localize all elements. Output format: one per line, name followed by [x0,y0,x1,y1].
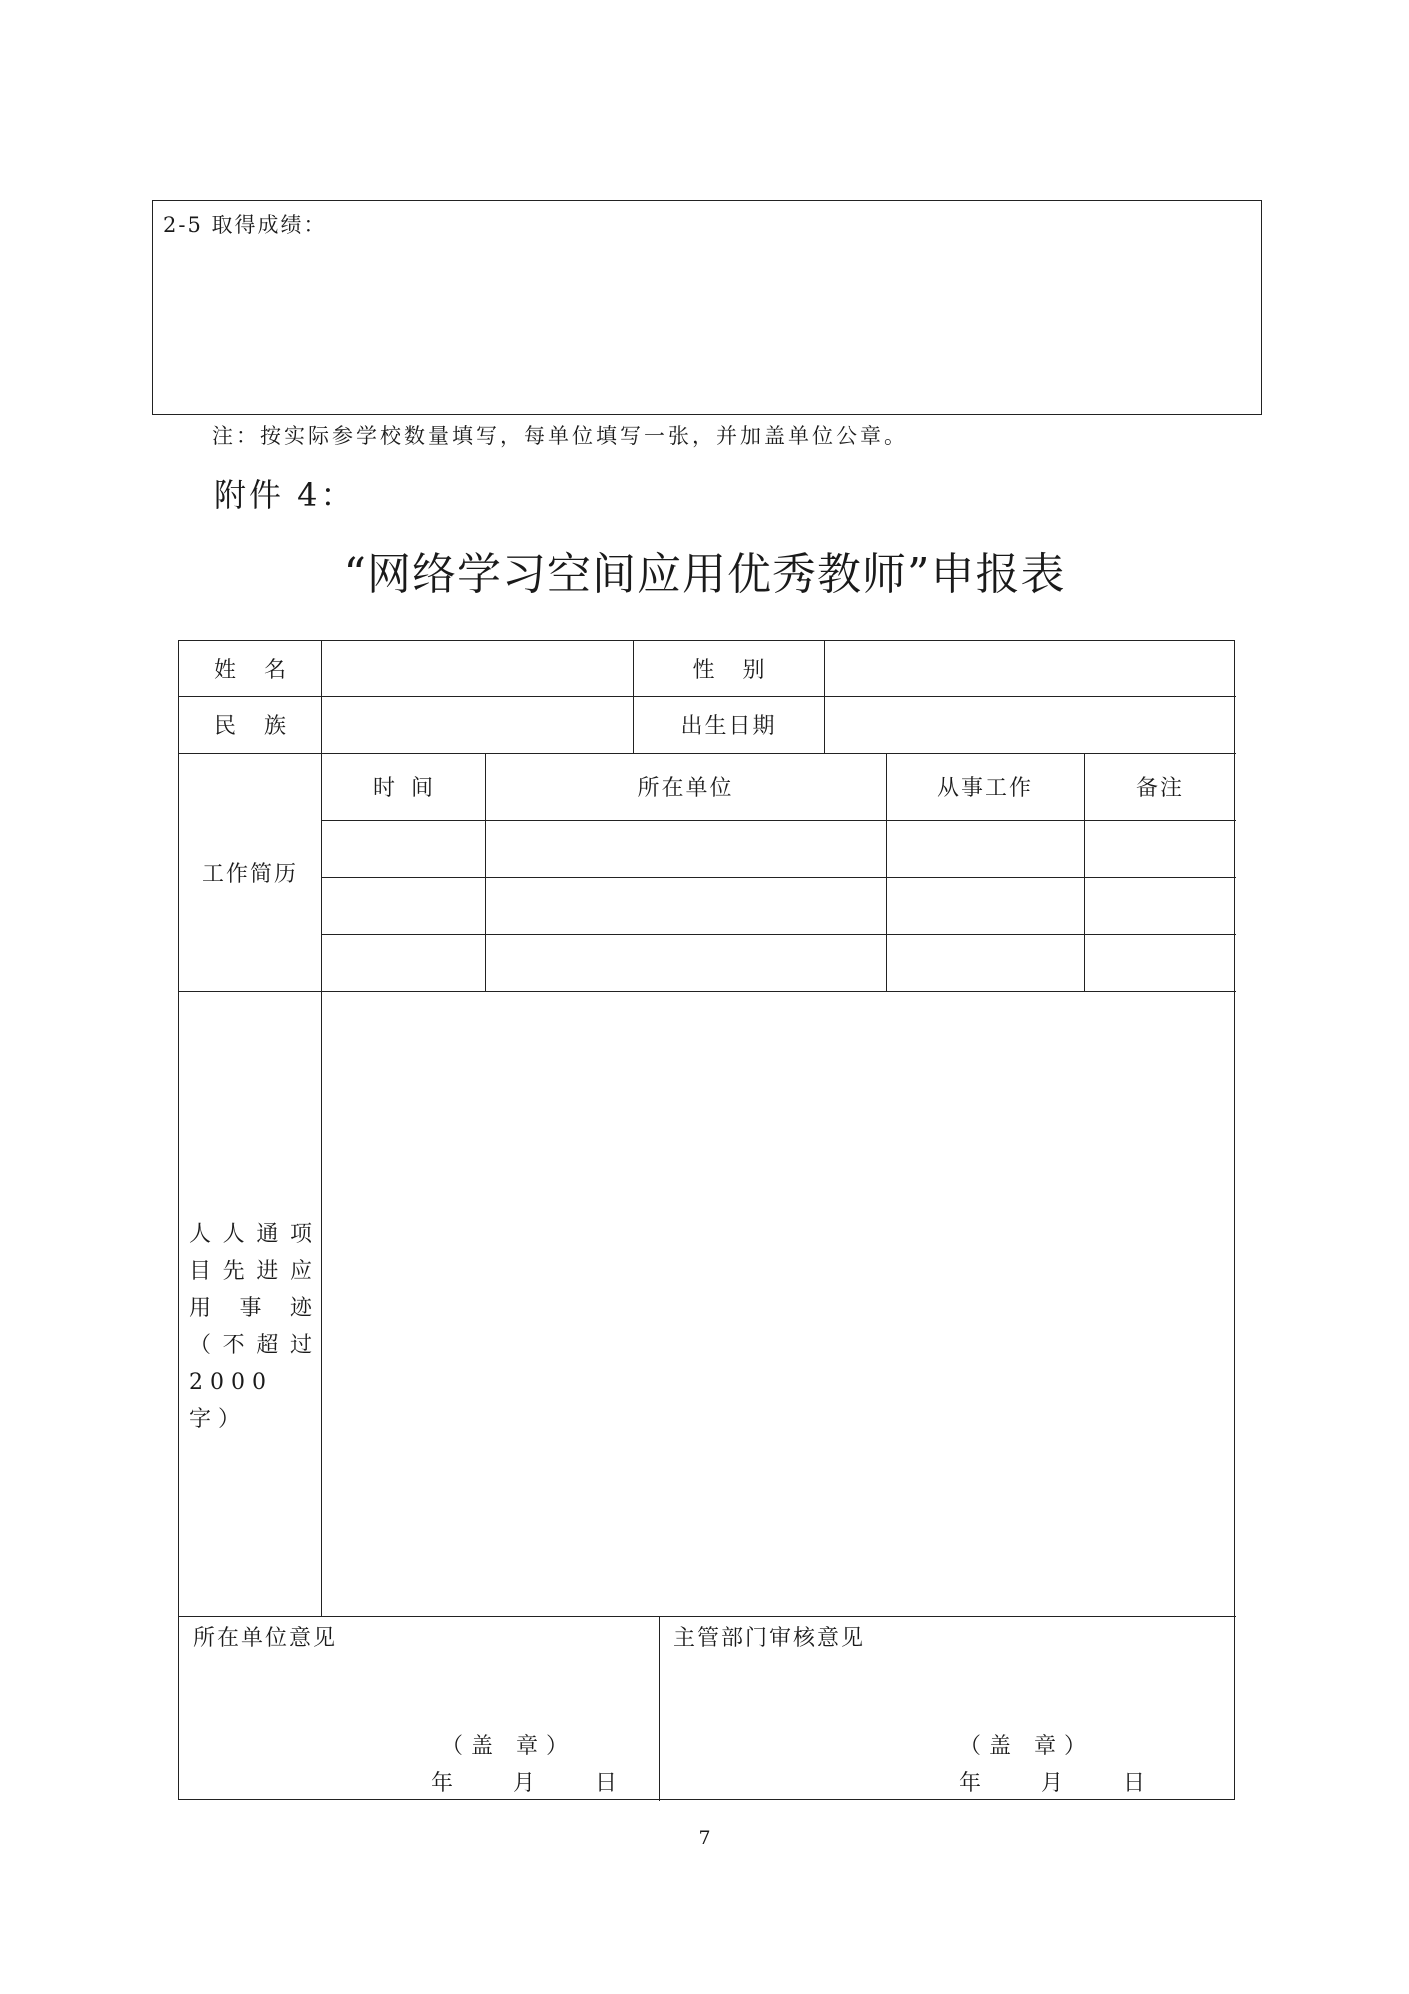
name-field[interactable] [323,643,631,695]
work-row-2-unit[interactable] [487,879,884,932]
ethnicity-label: 民族 [213,714,314,739]
header-job: 从事工作 [936,776,1033,801]
application-form [178,640,1235,1800]
unit-seal: （盖 章） [441,1734,576,1759]
col-divider [659,1616,660,1801]
work-row-2-job[interactable] [888,879,1082,932]
unit-opinion-field[interactable] [181,1651,657,1721]
work-row-3-unit[interactable] [487,936,884,989]
work-row-3-time[interactable] [323,936,483,989]
work-row-3-job[interactable] [888,936,1082,989]
work-row-1-job[interactable] [888,822,1082,875]
col-divider [824,641,825,753]
header-time: 时间 [372,776,449,801]
work-row-1-remarks[interactable] [1086,822,1234,875]
birthdate-label: 出生日期 [680,714,777,739]
work-row-2-remarks[interactable] [1086,879,1234,932]
row-divider [321,877,1236,878]
gender-field[interactable] [826,643,1234,695]
achievements-label: 2-5 取得成绩： [163,213,327,237]
fill-note: 注：按实际参学校数量填写，每单位填写一张，并加盖单位公章。 [212,424,908,448]
attachment-heading: 附件 4： [214,476,356,514]
ethnicity-field[interactable] [323,698,631,752]
header-unit: 所在单位 [637,776,734,801]
work-row-2-time[interactable] [323,879,483,932]
achievements-box [152,200,1262,415]
dept-opinion-label: 主管部门审核意见 [673,1626,866,1651]
header-remarks: 备注 [1135,776,1184,801]
work-row-3-remarks[interactable] [1086,936,1234,989]
row-divider [179,991,1236,992]
dept-date: 年 月 日 [959,1771,1146,1796]
work-row-1-unit[interactable] [487,822,884,875]
dept-seal: （盖 章） [959,1734,1094,1759]
deeds-field[interactable] [323,993,1234,1614]
page-number: 7 [698,1827,711,1849]
form-title: “网络学习空间应用优秀教师”申报表 [343,549,1066,600]
dept-opinion-field[interactable] [661,1651,1234,1721]
birthdate-field[interactable] [826,698,1234,752]
row-divider [321,820,1236,821]
unit-opinion-label: 所在单位意见 [193,1626,338,1651]
gender-label: 性别 [692,658,793,683]
deeds-label: 人人通项目先进应用事迹（不超过2000字） [189,1222,319,1432]
unit-date: 年 月 日 [431,1771,618,1796]
work-history-label: 工作简历 [201,861,298,887]
row-divider [321,934,1236,935]
row-divider [179,1616,1236,1617]
name-label: 姓名 [213,658,314,683]
work-row-1-time[interactable] [323,822,483,875]
